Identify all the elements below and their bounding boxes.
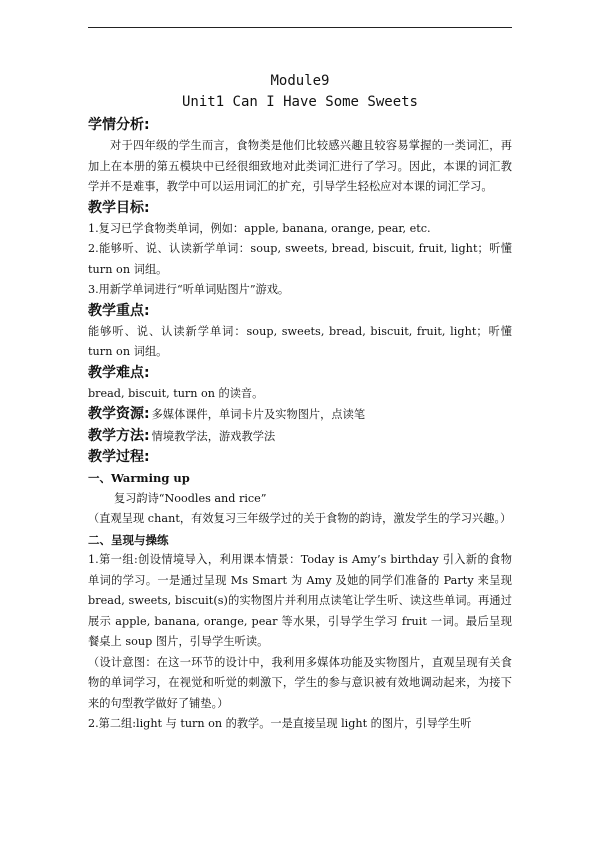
goal-item: 1.复习已学食物类单词，例如：apple, banana, orange, pear, etc. [88, 221, 431, 235]
goal-item: 2.能够听、说、认读新学单词：soup, sweets, bread, biscuit, fruit, light；听懂 turn on 词组。 [88, 242, 512, 276]
step2-para1: 1.第一组:创设情境导入，利用课本情景：Today is Amy’s birthday 引入新的食物单词的学习。一是通过呈现 Ms Smart 为 Amy 及她的同学们准备的 Party 来呈现 bread, sweets, biscuit(s)的实物图片并利用点读笔让学生听、读这些单词。再通过展示 apple, banana, orange, pear 等水果，引导学生学习 fruit 一词。最后呈现餐桌上 soup 图片，引导学生听读。 [88, 553, 512, 648]
document-title: Module9 [270, 73, 330, 89]
document-subtitle: Unit1 Can I Have Some Sweets [181, 94, 418, 110]
step2-title: 二、呈现与操练 [88, 532, 169, 547]
difficulties-text: bread, biscuit, turn on 的读音。 [88, 386, 264, 400]
step1-title: 一、Warming up [88, 471, 190, 485]
difficulties-heading: 教学难点: [88, 364, 150, 381]
resources-heading: 教学资源: [88, 406, 150, 422]
goal-item: 3.用新学单词进行“听单词贴图片”游戏。 [88, 283, 290, 296]
analysis-heading: 学情分析: [88, 117, 150, 133]
process-heading: 教学过程: [88, 449, 150, 465]
methods-heading: 教学方法: [88, 427, 150, 444]
methods-text: 情境教学法，游戏教学法 [151, 429, 276, 443]
methods-row [88, 426, 512, 448]
step1-note: （直观呈现 chant，有效复习三年级学过的关于食物的韵诗，激发学生的学习兴趣。） [88, 512, 512, 525]
goals-heading: 教学目标: [88, 199, 150, 216]
key-points-text: 能够听、说、认读新学单词：soup, sweets, bread, biscuit, fruit, light；听懂 turn on 词组。 [88, 324, 512, 358]
step2-para2: 2.第二组:light 与 turn on 的教学。一是直接呈现 light 的图片，引导学生听 [88, 717, 472, 730]
resources-row [88, 404, 512, 426]
key-points-heading: 教学重点: [88, 302, 150, 319]
step1-line: 复习韵诗“Noodles and rice” [114, 491, 267, 505]
resources-text: 多媒体课件，单词卡片及实物图片，点读笔 [151, 408, 366, 421]
step2-note: （设计意图：在这一环节的设计中，我利用多媒体功能及实物图片，直观呈现有关食物的单词学习，在视觉和听觉的刺激下，学生的参与意识被有效地调动起来，为接下来的句型教学做好了铺垫。） [88, 655, 512, 710]
analysis-text: 对于四年级的学生而言，食物类是他们比较感兴趣且较容易掌握的一类词汇，再加上在本册的第五模块中已经很细致地对此类词汇进行了学习。因此，本课的词汇教学并不是难事，教学中可以运用词汇的扩充，引导学生轻松应对本课的词汇学习。 [88, 139, 512, 193]
top-rule [88, 27, 512, 28]
document-body [88, 71, 512, 735]
